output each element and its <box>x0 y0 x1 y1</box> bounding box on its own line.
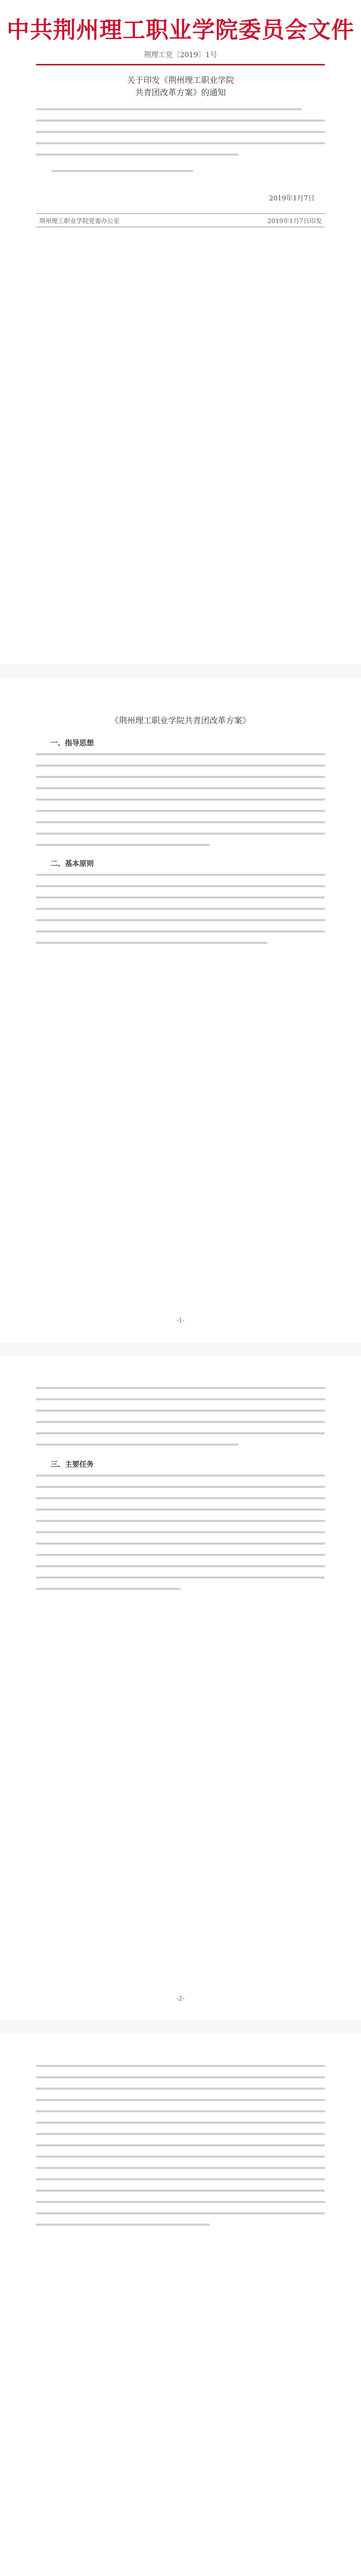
page-4 <box>0 2034 361 2576</box>
section-1-body <box>36 753 325 855</box>
letterhead-title: 中共荆州理工职业学院委员会文件 <box>7 17 354 43</box>
page-3-body <box>36 1387 325 1455</box>
page-4-body <box>36 2065 325 2235</box>
page-1 <box>0 0 361 665</box>
footer-issuer: 荆州理工职业学院党委办公室 <box>39 217 120 225</box>
page-3 <box>0 1356 361 2021</box>
signature-date: 2019年1月7日 <box>269 195 315 202</box>
page-gap <box>0 665 361 678</box>
notice-title-line-2: 共青团改革方案》的通知 <box>135 88 226 97</box>
section-heading-1: 一、指导思想 <box>50 739 94 748</box>
section-3-body <box>36 1475 325 1599</box>
page-number: -2- <box>176 1995 185 2002</box>
footer-rule-top <box>36 213 325 214</box>
red-divider-line <box>36 64 325 65</box>
section-2-body <box>36 874 325 953</box>
plan-title: 《荆州理工职业学院共青团改革方案》 <box>110 716 251 725</box>
notice-title <box>0 74 361 99</box>
notice-body <box>36 108 325 165</box>
page-gap <box>0 2021 361 2034</box>
page-2 <box>0 678 361 1343</box>
section-heading-3: 三、主要任务 <box>50 1461 94 1469</box>
section-heading-2: 二、基本原则 <box>50 860 94 868</box>
page-gap <box>0 1343 361 1356</box>
page-number: -1- <box>176 1317 185 1324</box>
notice-title-line-1: 关于印发《荆州理工职业学院 <box>127 75 234 85</box>
document-number: 荆理工党〔2019〕1号 <box>144 51 217 59</box>
footer-print-date: 2019年1月7日印发 <box>267 217 322 225</box>
notice-attachment <box>51 170 309 181</box>
